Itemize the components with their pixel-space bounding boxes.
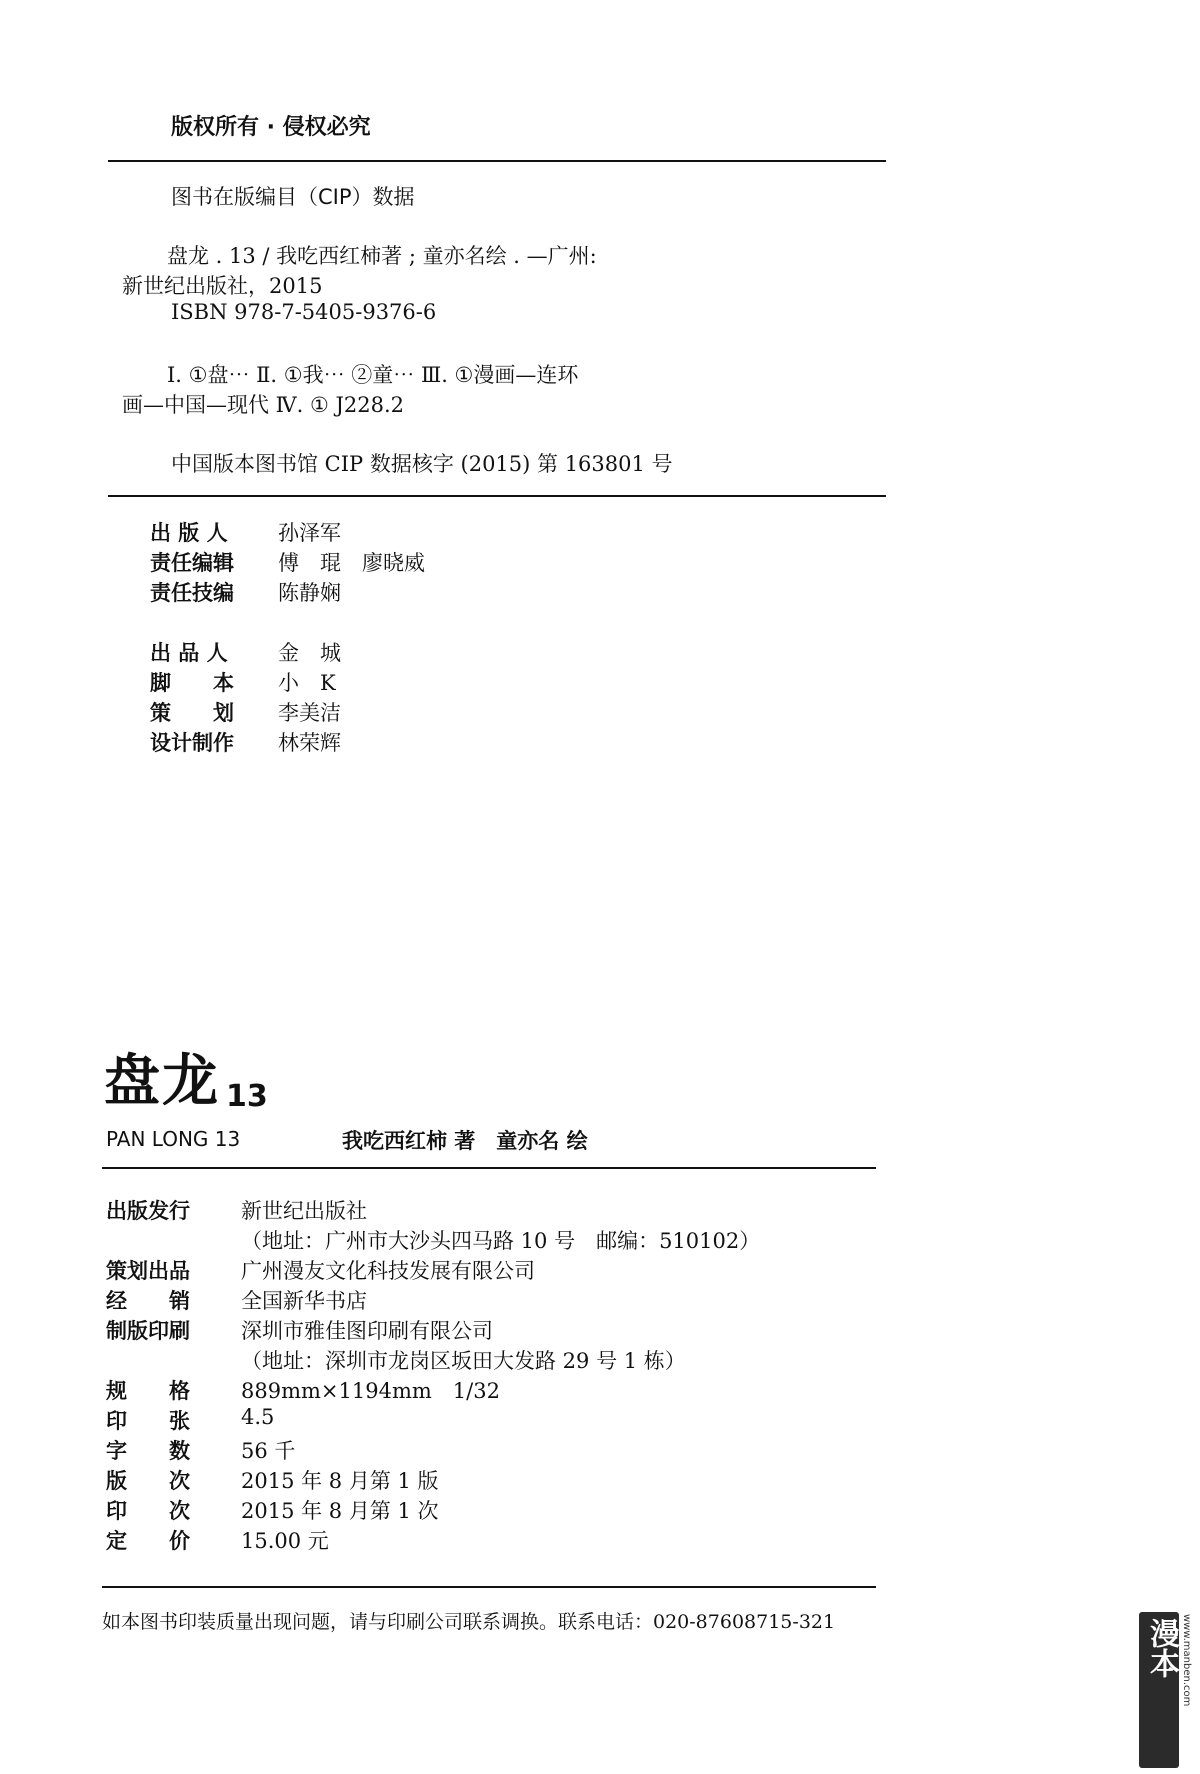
pub-row	[106, 1195, 806, 1225]
manben-watermark	[1133, 1612, 1195, 1770]
book-volume: 13	[226, 1079, 268, 1114]
divider	[108, 495, 886, 497]
pub-value: 全国新华书店	[241, 1289, 367, 1313]
copyright-notice: 版权所有 · 侵权必究	[171, 115, 371, 140]
pub-row	[106, 1405, 806, 1435]
cip-heading: 图书在版编目（CIP）数据	[171, 185, 415, 209]
credits-group-a	[150, 517, 650, 617]
credit-value: 陈静娴	[278, 581, 341, 605]
pub-label: 版 次	[106, 1469, 190, 1493]
pub-row	[106, 1375, 806, 1405]
pub-value: 2015 年 8 月第 1 版	[241, 1469, 439, 1493]
credit-value: 林荣辉	[278, 731, 341, 755]
credit-row	[150, 547, 850, 577]
pub-label: 出版发行	[106, 1199, 190, 1223]
pub-row	[106, 1495, 806, 1525]
pub-row	[106, 1255, 806, 1285]
credit-value: 孙泽军	[278, 521, 341, 545]
pub-label: 印 张	[106, 1409, 190, 1433]
credit-label: 出 品 人	[150, 641, 228, 665]
credits-group-b	[150, 637, 650, 767]
credit-row	[150, 727, 850, 757]
credit-row	[150, 577, 850, 607]
pub-row	[106, 1345, 806, 1375]
divider	[108, 160, 886, 162]
credit-label: 出 版 人	[150, 521, 228, 545]
pub-value: 2015 年 8 月第 1 次	[241, 1499, 439, 1523]
pub-row	[106, 1285, 806, 1315]
quality-notice: 如本图书印装质量出现问题，请与印刷公司联系调换。联系电话：020-87608715-321	[102, 1611, 836, 1633]
credit-value: 金 城	[278, 641, 341, 665]
credit-row	[150, 637, 850, 667]
pub-label: 经 销	[106, 1289, 190, 1313]
watermark-logo-icon	[1139, 1612, 1179, 1768]
credit-label: 设计制作	[150, 731, 234, 755]
credit-value: 李美洁	[278, 701, 341, 725]
pub-value: 新世纪出版社	[241, 1199, 367, 1223]
pub-value: 广州漫友文化科技发展有限公司	[241, 1259, 535, 1283]
pub-value: （地址：深圳市龙岗区坂田大发路 29 号 1 栋）	[241, 1349, 686, 1373]
pub-label: 规 格	[106, 1379, 190, 1403]
credit-value: 傅 琨 廖晓威	[278, 551, 425, 575]
credit-row	[150, 697, 850, 727]
watermark-logo-text: 漫本	[1144, 1618, 1179, 1678]
cip-line: ISBN 978-7-5405-9376-6	[171, 300, 437, 324]
cip-line: 新世纪出版社，2015	[122, 274, 323, 298]
book-pinyin: PAN LONG 13	[106, 1127, 241, 1151]
divider	[102, 1167, 876, 1169]
credit-label: 责任编辑	[150, 551, 234, 575]
pub-row	[106, 1525, 806, 1555]
pub-value: 4.5	[241, 1405, 275, 1429]
pub-value: 889mm×1194mm 1/32	[241, 1379, 500, 1403]
credit-value: 小 K	[278, 671, 336, 695]
pub-row	[106, 1225, 806, 1255]
pub-value: 56 千	[241, 1439, 296, 1463]
credit-row	[150, 517, 850, 547]
credit-row	[150, 667, 850, 697]
credit-label: 策 划	[150, 701, 234, 725]
cip-line: 画—中国—现代 Ⅳ. ① J228.2	[122, 393, 405, 417]
divider	[102, 1586, 876, 1588]
pub-row	[106, 1465, 806, 1495]
pub-label: 制版印刷	[106, 1319, 190, 1343]
pub-value: （地址：广州市大沙头四马路 10 号 邮编：510102）	[241, 1229, 761, 1253]
cip-line: Ⅰ. ①盘⋯ Ⅱ. ①我⋯ ②童⋯ Ⅲ. ①漫画—连环	[167, 363, 579, 387]
publishing-info	[106, 1195, 866, 1565]
book-title: 盘龙	[104, 1049, 220, 1114]
cip-line: 盘龙 . 13 / 我吃西红柿著 ; 童亦名绘 . —广州:	[167, 244, 597, 268]
pub-label: 印 次	[106, 1499, 190, 1523]
pub-label: 策划出品	[106, 1259, 190, 1283]
pub-label: 字 数	[106, 1439, 190, 1463]
credit-label: 脚 本	[150, 671, 234, 695]
cip-record-number: 中国版本图书馆 CIP 数据核字 (2015) 第 163801 号	[171, 452, 673, 476]
pub-value: 深圳市雅佳图印刷有限公司	[241, 1319, 493, 1343]
pub-value: 15.00 元	[241, 1529, 329, 1553]
book-authors: 我吃西红柿 著 童亦名 绘	[342, 1129, 588, 1153]
pub-label: 定 价	[106, 1529, 190, 1553]
pub-row	[106, 1435, 806, 1465]
pub-row	[106, 1315, 806, 1345]
credit-label: 责任技编	[150, 581, 234, 605]
watermark-url: www.manben.com	[1181, 1614, 1192, 1707]
